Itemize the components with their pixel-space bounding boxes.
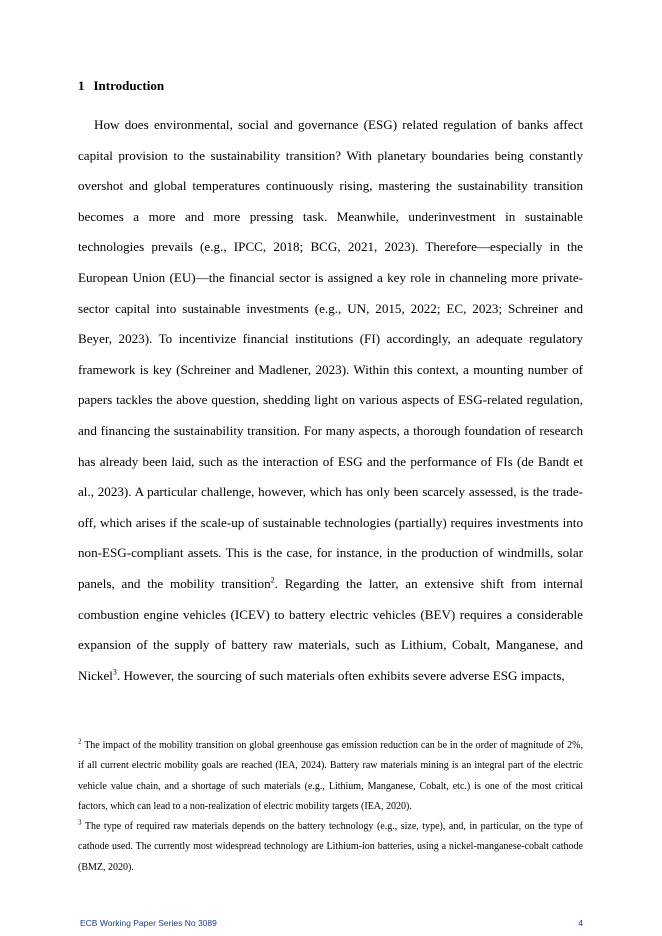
- section-heading: [78, 78, 164, 94]
- paragraph-text-2: . Regarding the latter, an extensive shift from internal combustion engine vehicles (ICEV) to battery electric vehicles (BEV) requires a considerable expansion of the supply of battery raw materials, such as Lithium, Cobalt, Manganese, and Nickel: [78, 575, 583, 683]
- footnote-ref-3[interactable]: 3: [112, 667, 117, 677]
- page-number: 4: [578, 918, 583, 928]
- footnote-mark: 3: [78, 818, 82, 827]
- footnote-text: The type of required raw materials depends on the battery technology (e.g., size, type), and, in particular, on the type of cathode used. The currently most widespread technology are Lithium-ion batteries, using a nickel-manganese-cobalt cathode (BMZ, 2020).: [78, 821, 583, 873]
- footnote-text: The impact of the mobility transition on global greenhouse gas emission reduction can be in the order of magnitude of 2%, if all current electric mobility goals are reached (IEA, 2024). Battery raw materials mining is an integral part of the electric vehicle value chain, and a shortage of such materials (e.g., Lithium, Manganese, Cobalt, etc.) is one of the most critical factors, which can lead to a non-realization of electric mobility targets (IEA, 2020).: [78, 740, 583, 812]
- paragraph-text-1: How does environmental, social and governance (ESG) related regulation of banks affect capital provision to the sustainability transition? With planetary boundaries being constantly overshot and global temperatures continuously rising, mastering the sustainability transition becomes a more and more pressing task. Meanwhile, underinvestment in sustainable technologies prevails (e.g., IPCC, 2018; BCG, 2021, 2023). Therefore—especially in the European Union (EU)—the financial sector is assigned a key role in channeling more private-sector capital into sustainable investments (e.g., UN, 2015, 2022; EC, 2023; Schreiner and Beyer, 2023). To incentivize financial institutions (FI) accordingly, an adequate regulatory framework is key (Schreiner and Madlener, 2023). Within this context, a mounting number of papers tackles the above question, shedding light on various aspects of ESG-related regulation, and financing the sustainability transition. For many aspects, a thorough foundation of research has already been laid, such as the interaction of ESG and the performance of FIs (de Bandt et al., 2023). A particular challenge, however, which has only been scarcely assessed, is the trade-off, which arises if the scale-up of sustainable technologies (partially) requires investments into non-ESG-compliant assets. This is the case, for instance, in the production of windmills, solar panels, and the mobility transition: [78, 117, 583, 591]
- footnote-3: [78, 817, 583, 878]
- footnote-2: [78, 736, 583, 817]
- section-title: Introduction: [93, 78, 165, 93]
- paragraph-text-3: . However, the sourcing of such materials often exhibits severe adverse ESG impacts,: [116, 667, 565, 683]
- intro-paragraph: [78, 110, 583, 691]
- footnote-mark: 2: [78, 737, 82, 746]
- section-number: 1: [78, 78, 85, 93]
- footnotes: [78, 736, 583, 878]
- page-footer: [80, 918, 583, 928]
- series-label: ECB Working Paper Series No 3089: [80, 918, 217, 928]
- footnote-ref-2[interactable]: 2: [270, 575, 275, 585]
